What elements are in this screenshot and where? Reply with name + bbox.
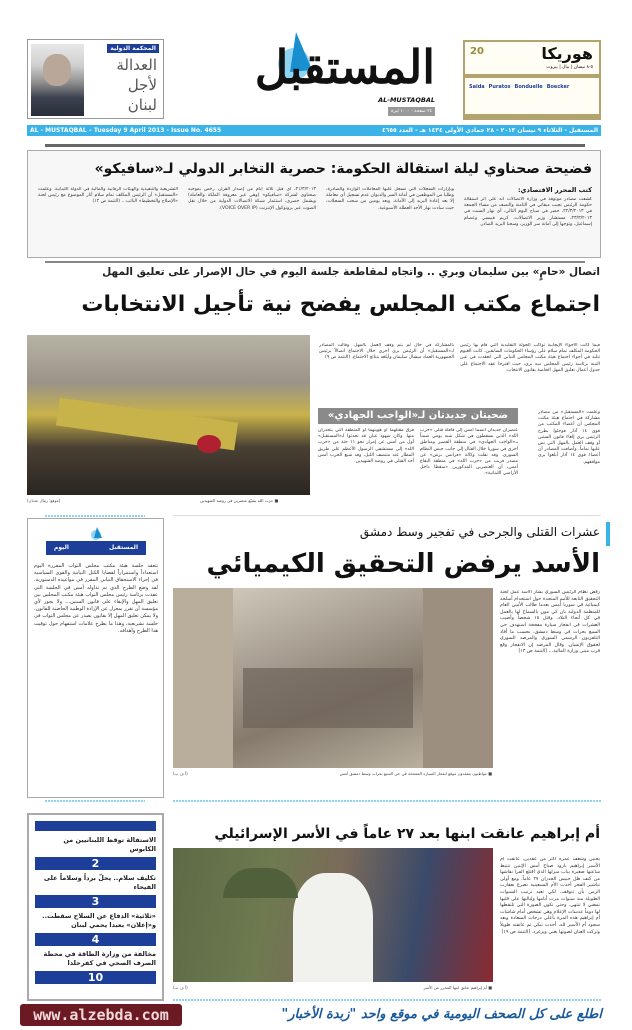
hariri-portrait [31,44,84,116]
funeral-photo[interactable] [27,335,310,495]
index-page[interactable]: 3 [35,895,156,908]
story-sahnaoui[interactable] [27,150,601,258]
logo-latin: AL-MUSTAQBAL [378,96,435,104]
sponsor: Puratos [488,84,511,90]
photo-credit: (أ ف ب) [173,985,188,990]
story-column: عنصران جديدان انضما أمس إلى قافلة قتلى «حزب الله» الذين يسقطون في شكل شبه يومي ضمناً بـ«الواجب الجهادي» في منطقة القصير ومناطق أخرى في سوريا خلال القتال إلى جانب جيش النظام السوري. وقد نقلت وكالة «فرانس برس» عن مصدر قريب من «حزب الله» في منطقة البقاع أمس، أن العنصرين المذكورين «سقطا داخل الأراضي اللبنانية». [420,428,518,477]
photo-credit: (موقع: رمال عدنان) [27,498,61,503]
tribunal-badge: المحكمة الدولية [107,44,159,53]
photo-credit: (أ ف ب) [173,771,188,776]
kicker-damascus: عشرات القتلى والجرحى في تفجير وسط دمشق [359,525,600,539]
footer-slogan: اطلع على كل الصحف اليومية في موقع واحد "زبدة الأخبار" [281,1007,602,1022]
photo-caption: ■ حزب الله يشيّع عنصرين في روضة الشهيدين [200,498,279,503]
headline-chemical: الأسد يرفض التحقيق الكيميائي [206,549,600,579]
today-text: تنعقد جلسة هيئة مكتب مجلس النواب المقررة اليوم استعداداً واستمراراً لقضايا الكتل النيابية والقوى السياسية في إجراء الاستحقاق النيابي المقرر في مواعيده الدستورية. لقد وضع الطرح الذي تم تداوله أمس في الجلسة التي عقدت برئاسة رئيس مجلس النواب هيئة مكتب المجلس بين تعليق المهل والإبقاء على قانون الستين... ولا يجوز لأي مؤسسة أن تقرر بمعزل عن الإرادة الوطنية الحاضنة للقانون، ولا يمكن تعليق المهل إلا بقانون يصدر عن مجلس النواب في جلسة تشريعية، وهذا ما يطرح علامات استفهام حول توقيت هذا الطرح وأهدافه. [34,563,158,634]
index-page[interactable]: 4 [35,933,156,946]
sponsor: Boecker [546,84,570,90]
sponsor: Saida [469,84,485,90]
ad-horeca[interactable] [463,40,601,120]
box-title-hezbollah: ضحيتان جديدتان لـ«الواجب الجهادي» [318,408,518,424]
justice-line-1: العدالة [116,56,157,74]
story-column: رفض نظام الرئيس السوري بشار الأسد عمل لجنة التحقيق التابعة للأمم المتحدة حول استخدام أسلحة كيميائية في سوريا أمس بعدما طالب الأمين العام للمنظمة الدولية بان كي مون بالسماح لها بالعمل في كل أنحاء البلاد. وقتل ١٥ شخصاً وأصيب العشرات في انفجار سيارة مفخخة استهدف حي السبع بحرات في وسط دمشق، بحسب ما أفاد التلفزيون الرسمي السوري والمرصد السوري لحقوق الإنسان. وقال المرصد إن الانفجار وقع قرب مبنى وزارة المالية... (التتمة ص ١٣) [500,590,600,655]
story-column: فرق مقتلهما أو هويتهما أو المنطقة التي يتحدران منها. وكان شهود عيان قد تحدثوا لـ«المستقبل» أول من أمس عن إمرار نحو ١١ جثة من «حزب الله» إلى مستشفى الرسول الأعظم على طريق المطار عند منتصف الليل، وقد شيع الحزب أمس أحد القتلى في روضة الشهيدين. [318,428,414,465]
index-box[interactable] [27,813,164,1001]
story-column: كشفت مصادر موثوقة في وزارة الاتصالات أنه على أثر استقالة حكومة الرئيس نجيب ميقاتي في الثامنة والنصف من مساء الجمعة في ٢٢/٣/٢٠١٣، حضر في صباح اليوم التالي، أي نهار السبت في ٢٣/٣/٢٠١٣، مستشار وزير الاتصالات، كريم قبيسي وعصام إسماعيل، وتوجها إلى أمانة سر الوزير، وسحبا البريد الصادر. [464,197,592,227]
ad-dates: ٥-٨ نيسان | بيال | بيروت [546,65,593,70]
story-column: وعلمت «المستقبل» من مصادر مشاركة في اجتماع هيئة مكتب المجلس أن أعضاء المكتب من قوى ١٤ آذار فوجئوا بطرح الرئيس بري إلغاء قانون الستين أو وقف العمل بالمهل التي نص عليها تماماً. وأضافت المصادر أن أعضاء قوى ١٤ آذار أبلغوا بري مواقفهم. [538,410,600,465]
story-column: بالمشاركة في حال لم يتم وقف العمل بالمهل. وقالت المصادر لـ«المستقبل» أن الرئيس بري أجرى خلال الاجتماع اتصالاً برئيس الجمهورية العماد ميشال سليمان وأبلغه بنتائج الاجتماع. (التتمة ص ٩) [319,343,454,361]
justice-line-3: لبنان [127,96,157,114]
damascus-blast-photo[interactable] [173,588,493,768]
date-arabic: المستقبل - الثلاثاء ٩ نيسان ٢٠١٣ - ٢٨ جمادى الأولى ١٤٣٤ هـ - العدد ٤٦٥٥ [382,127,598,134]
index-item[interactable]: مخالفة من وزارة الطاقة في محطة الصرف الصحي في كفرحلدا [43,950,156,967]
headline-elections: اجتماع مكتب المجلس يفضح نية تأجيل الانتخابات [81,292,600,317]
date-bar [27,125,601,136]
index-item[interactable]: تكليف سلام.. يحلّ برداً وسلاماً على الفيحاء [43,874,156,891]
index-item[interactable]: «ثلاثية» الدفاع عن السلاح سقطت.. و«إعلان» بعبدا يحمي لبنان [42,912,156,929]
masthead-logo[interactable] [185,30,445,120]
sponsor: Bonduelle [514,84,543,90]
tribunal-box[interactable] [27,39,164,119]
kicker-elections: اتصال «حامٍ» بين سليمان وبري .. واتجاه لمقاطعة جلسة اليوم في حال الإصرار على تعليق المهل [102,266,600,278]
date-english: AL - MUSTAQBAL – Tuesday 9 April 2013 - Issue No. 4655 [30,127,222,134]
photo-caption: ■ مواطنون يتفقدون موقع انفجار السيارة المفخخة في حي السبع بحرات وسط دمشق أمس [339,771,492,776]
accent-bar [606,522,610,546]
story-column: فيما كانت الأجواء الإيجابية تواكب الجولة التقليدية التي قام بها رئيس الحكومة المكلف تمام سلام على رؤساء الحكومات السابقين، كانت الغيوم تتلبد في أجواء اجتماع هيئة مكتب المجلس النيابي التي انعقدت في عين التينة برئاسة رئيس المجلس نبيه بري، حيث اقترحا عقد الاجتماع على جدول أعمال تعليق المهل الخاصة بقانون الانتخاب. [460,343,600,373]
today-logo-left: المستقبل [108,544,138,551]
story-column: التشريعية والتنفيذية والهيئات الرقابية والمالية في الدولة اللبنانية. وعلمت «المستقبل» أن الرئيس المكلف تمام سلام أثار الموضوع مع رئيس لجنة «الإصلاح والتخطيط» النائب... (التتمة ص ١٢) [38,187,178,205]
footer-site-link[interactable]: www.alzebda.com [20,1004,182,1026]
ad-brand: هوريكا [541,44,593,63]
index-page[interactable]: 2 [35,857,156,870]
today-box[interactable] [27,518,164,798]
photo-caption: ■ أم إبراهيم تعانق ابنها المحرر من الأسر [423,985,492,990]
index-item[interactable]: الاستقالة توقظ اللبنانيين من الكابوس [63,836,156,853]
headline-prisoner: أم إبراهيم عانقت ابنها بعد ٢٧ عاماً في الأسر الإسرائيلي [214,826,600,842]
price-tag: ٢٤ صفحة - ١٠٠٠ ليرة [388,107,435,116]
today-logo [46,541,146,555]
logo-arabic: المستقبل [254,40,435,94]
justice-line-2: لأجل [127,76,157,94]
story-column: ٢١/٣/٢٠١٣، أي قبل ثلاثة أيام من إصدار القرار، رخّص بموجبه صحناوي لشركة «سافيكو» (وهي غير معروفة الملكة والعاملة) ويشمل حصري، استثمار شبكة الاتصالات الدولية من خلال نقل الصوت عبر بروتوكول الإنترنت (VOICE OVER IP). [188,187,316,211]
story-column: وبإزارات السجلات التي تسجل عليها المعاملات الواردة والصادرة، وطلبا من الموظفين في أمانة السر والديوان عدم تسجيل أي معاملة إلا بعد إعادة البريد إلى الأمانة. وبعد يومين من سحب السجلات، حيث سادت نهار الأحد العطلة الأسبوعية. [326,187,454,211]
byline: كتب المحرر الاقتصادي: [517,186,592,194]
headline-sahnaoui: فضيحة صحناوي ليلة استقالة الحكومة: حصرية التخابر الدولي لـ«سافيكو» [94,161,592,177]
ad-anniversary: 20 [470,46,484,57]
today-logo-right: اليوم [54,544,69,551]
prisoner-hug-photo[interactable] [173,848,493,982]
story-column: بحنين وشغف عمره أكثر من عقدين، عانقت أم الأسير إبراهيم بارود صباح أمس الإثنين تنتبط ساعتها صغيرة بباب منزلها الذي اقتلع الفرا نقاشها من كنف ظل حبيس الجدران ٢٧ عاماً. ومع أولى تباشير الفجر أخذت الأم السبعينية تصرع بعقارب الزمن بأن تتوقف، لكي تعيد ترتيب السنوات الطويلة منذ سنوات مرت أيامها ولياليها على قلبها تمضي لا تنتهي. وحتى تكون الصورة التي تلتقطها لها دوماً عدسات الإعلام وهي تشخص أمام شاشات أم إبراهيم هذه المرة بأعلى درجات السعادة وبعد سجود أم الأسير لله، أخذت تبكي ثم عانقته طويلاً وتركت العنان لصوتها يغني ويزغرد. (التتمة ص ١٩) [500,857,600,935]
index-page[interactable]: 10 [35,971,156,984]
logo-sail-icon [88,527,104,541]
